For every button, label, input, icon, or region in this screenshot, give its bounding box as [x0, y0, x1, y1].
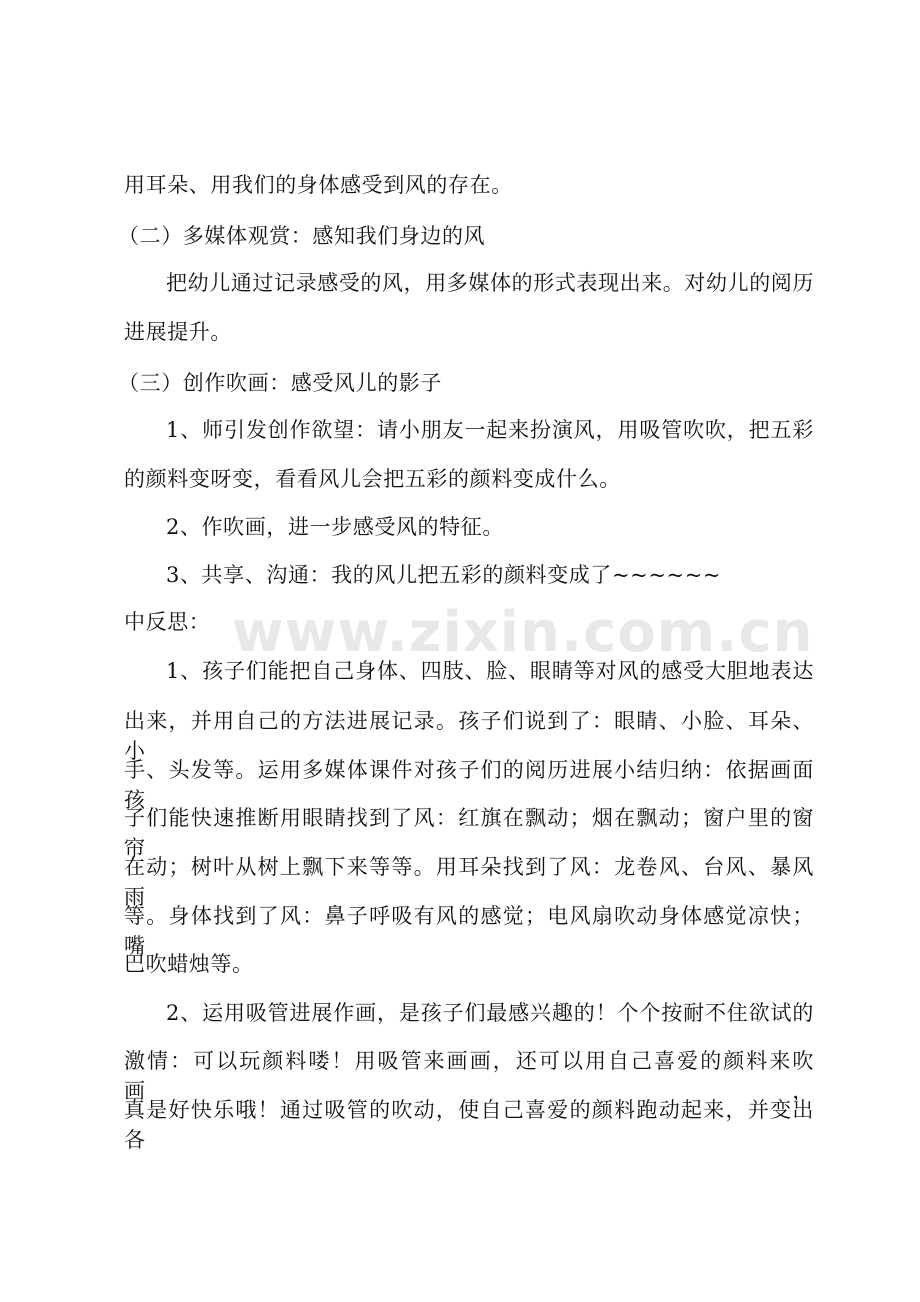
watermark: www.zixin.com.cn — [232, 600, 814, 665]
text-line: 手、头发等。运用多媒体课件对孩子们的阅历进展小结归纳：依据画面孩 — [124, 758, 814, 812]
text-line: 子们能快速推断用眼睛找到了风：红旗在飘动；烟在飘动；窗户里的窗帘 — [124, 806, 814, 860]
text-line: 在动；树叶从树上飘下来等等。用耳朵找到了风：龙卷风、台风、暴风雨 — [124, 855, 814, 909]
text-line: 激情：可以玩颜料喽！用吸管来画画，还可以用自己喜爱的颜料来吹画， — [124, 1049, 814, 1103]
text-line: 1、孩子们能把自己身体、四肢、脸、眼睛等对风的感受大胆地表达 — [166, 659, 814, 683]
section-heading: （三）创作吹画：感受风儿的影子 — [118, 371, 442, 395]
text-line: 进展提升。 — [124, 320, 232, 344]
text-line: 用耳朵、用我们的身体感受到风的存在。 — [124, 173, 513, 197]
text-line: 的颜料变呀变，看看风儿会把五彩的颜料变成什么。 — [124, 467, 621, 491]
text-line: 出来，并用自己的方法进展记录。孩子们说到了：眼睛、小脸、耳朵、小 — [124, 709, 814, 763]
text-line: 真是好快乐哦！通过吸管的吹动，使自己喜爱的颜料跑动起来，并变出各 — [124, 1098, 814, 1152]
text-line: 巴吹蜡烛等。 — [124, 952, 254, 976]
text-line: 3、共享、沟通：我的风儿把五彩的颜料变成了~~~~~~ — [166, 563, 722, 587]
text-line: 2、作吹画，进一步感受风的特征。 — [166, 515, 504, 539]
text-line: 1、师引发创作欲望：请小朋友一起来扮演风，用吸管吹吹，把五彩 — [166, 418, 814, 442]
text-line: 2、运用吸管进展作画，是孩子们最感兴趣的！个个按耐不住欲试的 — [166, 1001, 814, 1025]
text-line: 把幼儿通过记录感受的风，用多媒体的形式表现出来。对幼儿的阅历 — [166, 271, 814, 295]
text-line: 中反思： — [124, 610, 211, 634]
text-line: 等。身体找到了风：鼻子呼吸有风的感觉；电风扇吹动身体感觉凉快；嘴 — [124, 904, 814, 958]
section-heading: （二）多媒体观赏：感知我们身边的风 — [118, 224, 486, 248]
